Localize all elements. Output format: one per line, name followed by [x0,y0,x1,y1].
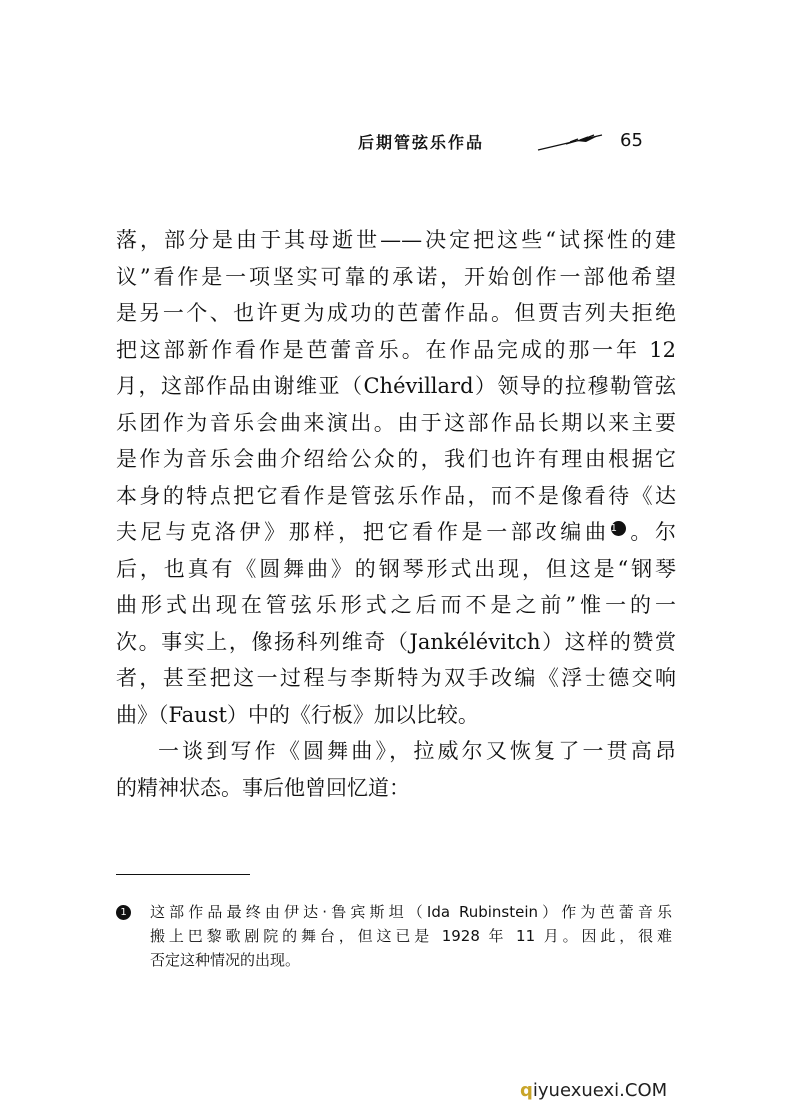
text-line: 乐团作为音乐会曲来演出。由于这部作品长期以来主要 [116,410,676,435]
body-text [116,222,676,806]
paragraph-1 [116,222,676,733]
text-line: 次。事实上，像扬科列维奇（Jankélévitch）这样的赞赏 [116,629,676,654]
text-line-part: 。尔 [626,520,677,544]
text-line-part: 夫尼与克洛伊》那样，把它看作是一部改编曲 [116,520,610,544]
text-line: 后，也真有《圆舞曲》的钢琴形式出现，但这是“钢琴 [116,556,676,581]
text-line [116,514,676,551]
running-title: 后期管弦乐作品 [358,133,485,152]
page-header [358,128,658,160]
paragraph-2 [116,733,676,806]
footnote-line: 这部作品最终由伊达·鲁宾斯坦（Ida Rubinstein）作为芭蕾音乐 [150,903,672,921]
text-line: 的精神状态。事后他曾回忆道： [116,775,410,800]
footnote-line: 搬上巴黎歌剧院的舞台，但这已是 1928 年 11 月。因此，很难 [150,927,672,945]
footnote-marker[interactable]: 1 [611,521,626,536]
watermark-logo-glyph: q [520,1080,533,1101]
footnote [120,900,672,972]
footnote-number: 1 [116,905,131,920]
site-watermark [520,1080,667,1101]
footnote-divider [116,874,250,875]
footnote-line: 否定这种情况的出现。 [150,951,301,969]
quill-ornament-icon [536,132,606,152]
text-line: 是另一个、也许更为成功的芭蕾作品。但贾吉列夫拒绝 [116,301,676,325]
text-line: 一谈到写作《圆舞曲》，拉威尔又恢复了一贯高昂 [158,739,676,763]
text-line: 是作为音乐会曲介绍给公众的，我们也许有理由根据它 [116,447,676,471]
text-line: 议”看作是一项坚实可靠的承诺，开始创作一部他希望 [116,264,676,289]
text-line: 曲形式出现在管弦乐形式之后而不是之前”惟一的一 [116,593,676,617]
text-line: 月，这部作品由谢维亚（Chévillard）领导的拉穆勒管弦 [116,374,676,398]
text-line: 落，部分是由于其母逝世——决定把这些“试探性的建 [116,228,676,252]
text-line: 把这部新作看作是芭蕾音乐。在作品完成的那一年 12 [116,337,676,362]
text-line: 本身的特点把它看作是管弦乐作品，而不是像看待《达 [116,483,676,508]
text-line: 曲》（Faust）中的《行板》加以比较。 [116,702,479,727]
watermark-text: iyuexuexi.COM [532,1080,668,1101]
text-line: 者，甚至把这一过程与李斯特为双手改编《浮士德交响 [116,666,676,690]
page-number: 65 [620,130,643,151]
